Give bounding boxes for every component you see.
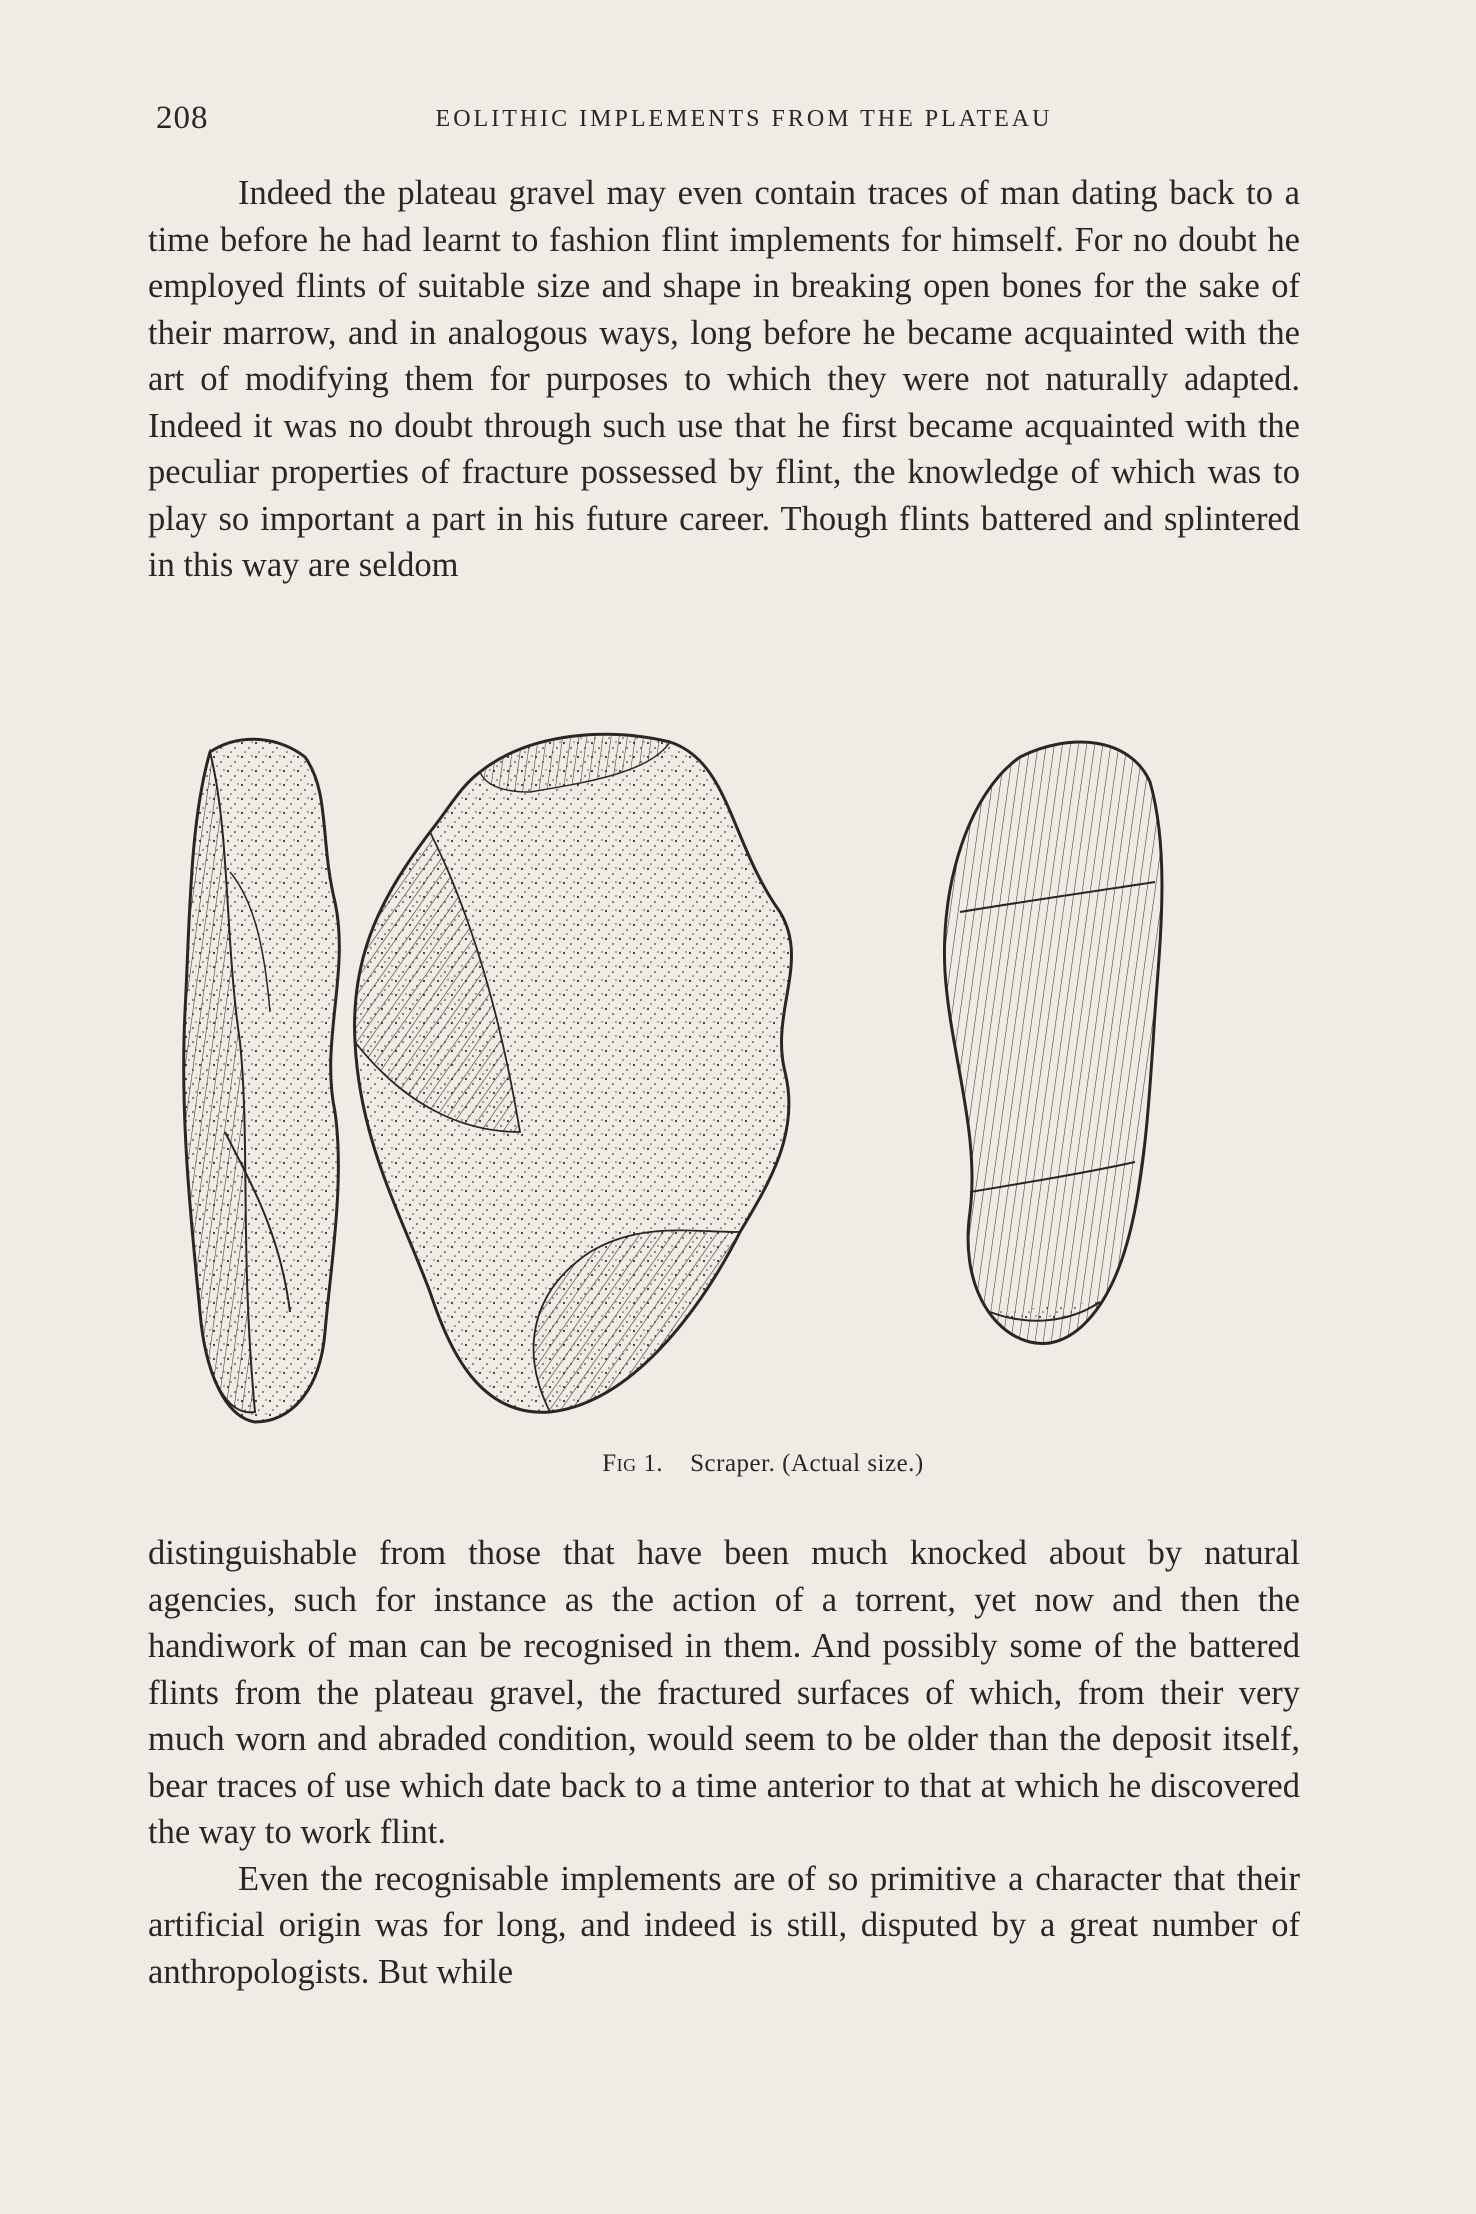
paragraph: distinguishable from those that have been much knocked about by natural agencies, such for instance as the action of a torrent, yet now and then the handiwork of man can be recognised in them. And possibly some of the battered flints from the plateau gravel, the fractured surfaces of which, from their very much worn and abraded condition, would seem to be older than the deposit itself, bear traces of use which date back to a time anterior to that at which he discovered the way to work flint. xyxy=(148,1534,1300,1851)
flint-side-view-right xyxy=(944,742,1162,1343)
paragraph: Even the recognisable implements are of so primitive a character that their artificial origin was for long, and indeed is still, disputed by a great number of anthropologists. But while xyxy=(148,1859,1300,1991)
body-text-top xyxy=(148,170,1300,589)
scraper-illustration xyxy=(170,712,1250,1452)
page-number: 208 xyxy=(156,100,209,136)
figure-caption-text: Scraper. (Actual size.) xyxy=(690,1450,924,1477)
paragraph: Indeed the plateau gravel may even contain traces of man dating back to a time before he had learnt to fashion flint implements for himself. For no doubt he employed flints of suitable size and shape in breaking open bones for the sake of their marrow, and in analogous ways, long before he became acquainted with the art of modifying them for purposes to which they were not naturally adapted. Indeed it was no doubt through such use that he first became acquainted with the peculiar properties of fracture possessed by flint, the knowledge of which was to play so important a part in his future career. Though flints battered and splintered in this way are seldom xyxy=(148,174,1300,584)
figure-label: Fig 1. xyxy=(602,1450,664,1477)
body-text-bottom xyxy=(148,1530,1300,1995)
flint-front-view xyxy=(355,734,792,1412)
page-header xyxy=(148,92,1300,136)
figure-caption xyxy=(0,1450,1476,1478)
figure-flint-scraper xyxy=(170,712,1250,1452)
running-title: EOLITHIC IMPLEMENTS FROM THE PLATEAU xyxy=(435,106,1053,132)
flint-side-view-left xyxy=(184,739,340,1422)
